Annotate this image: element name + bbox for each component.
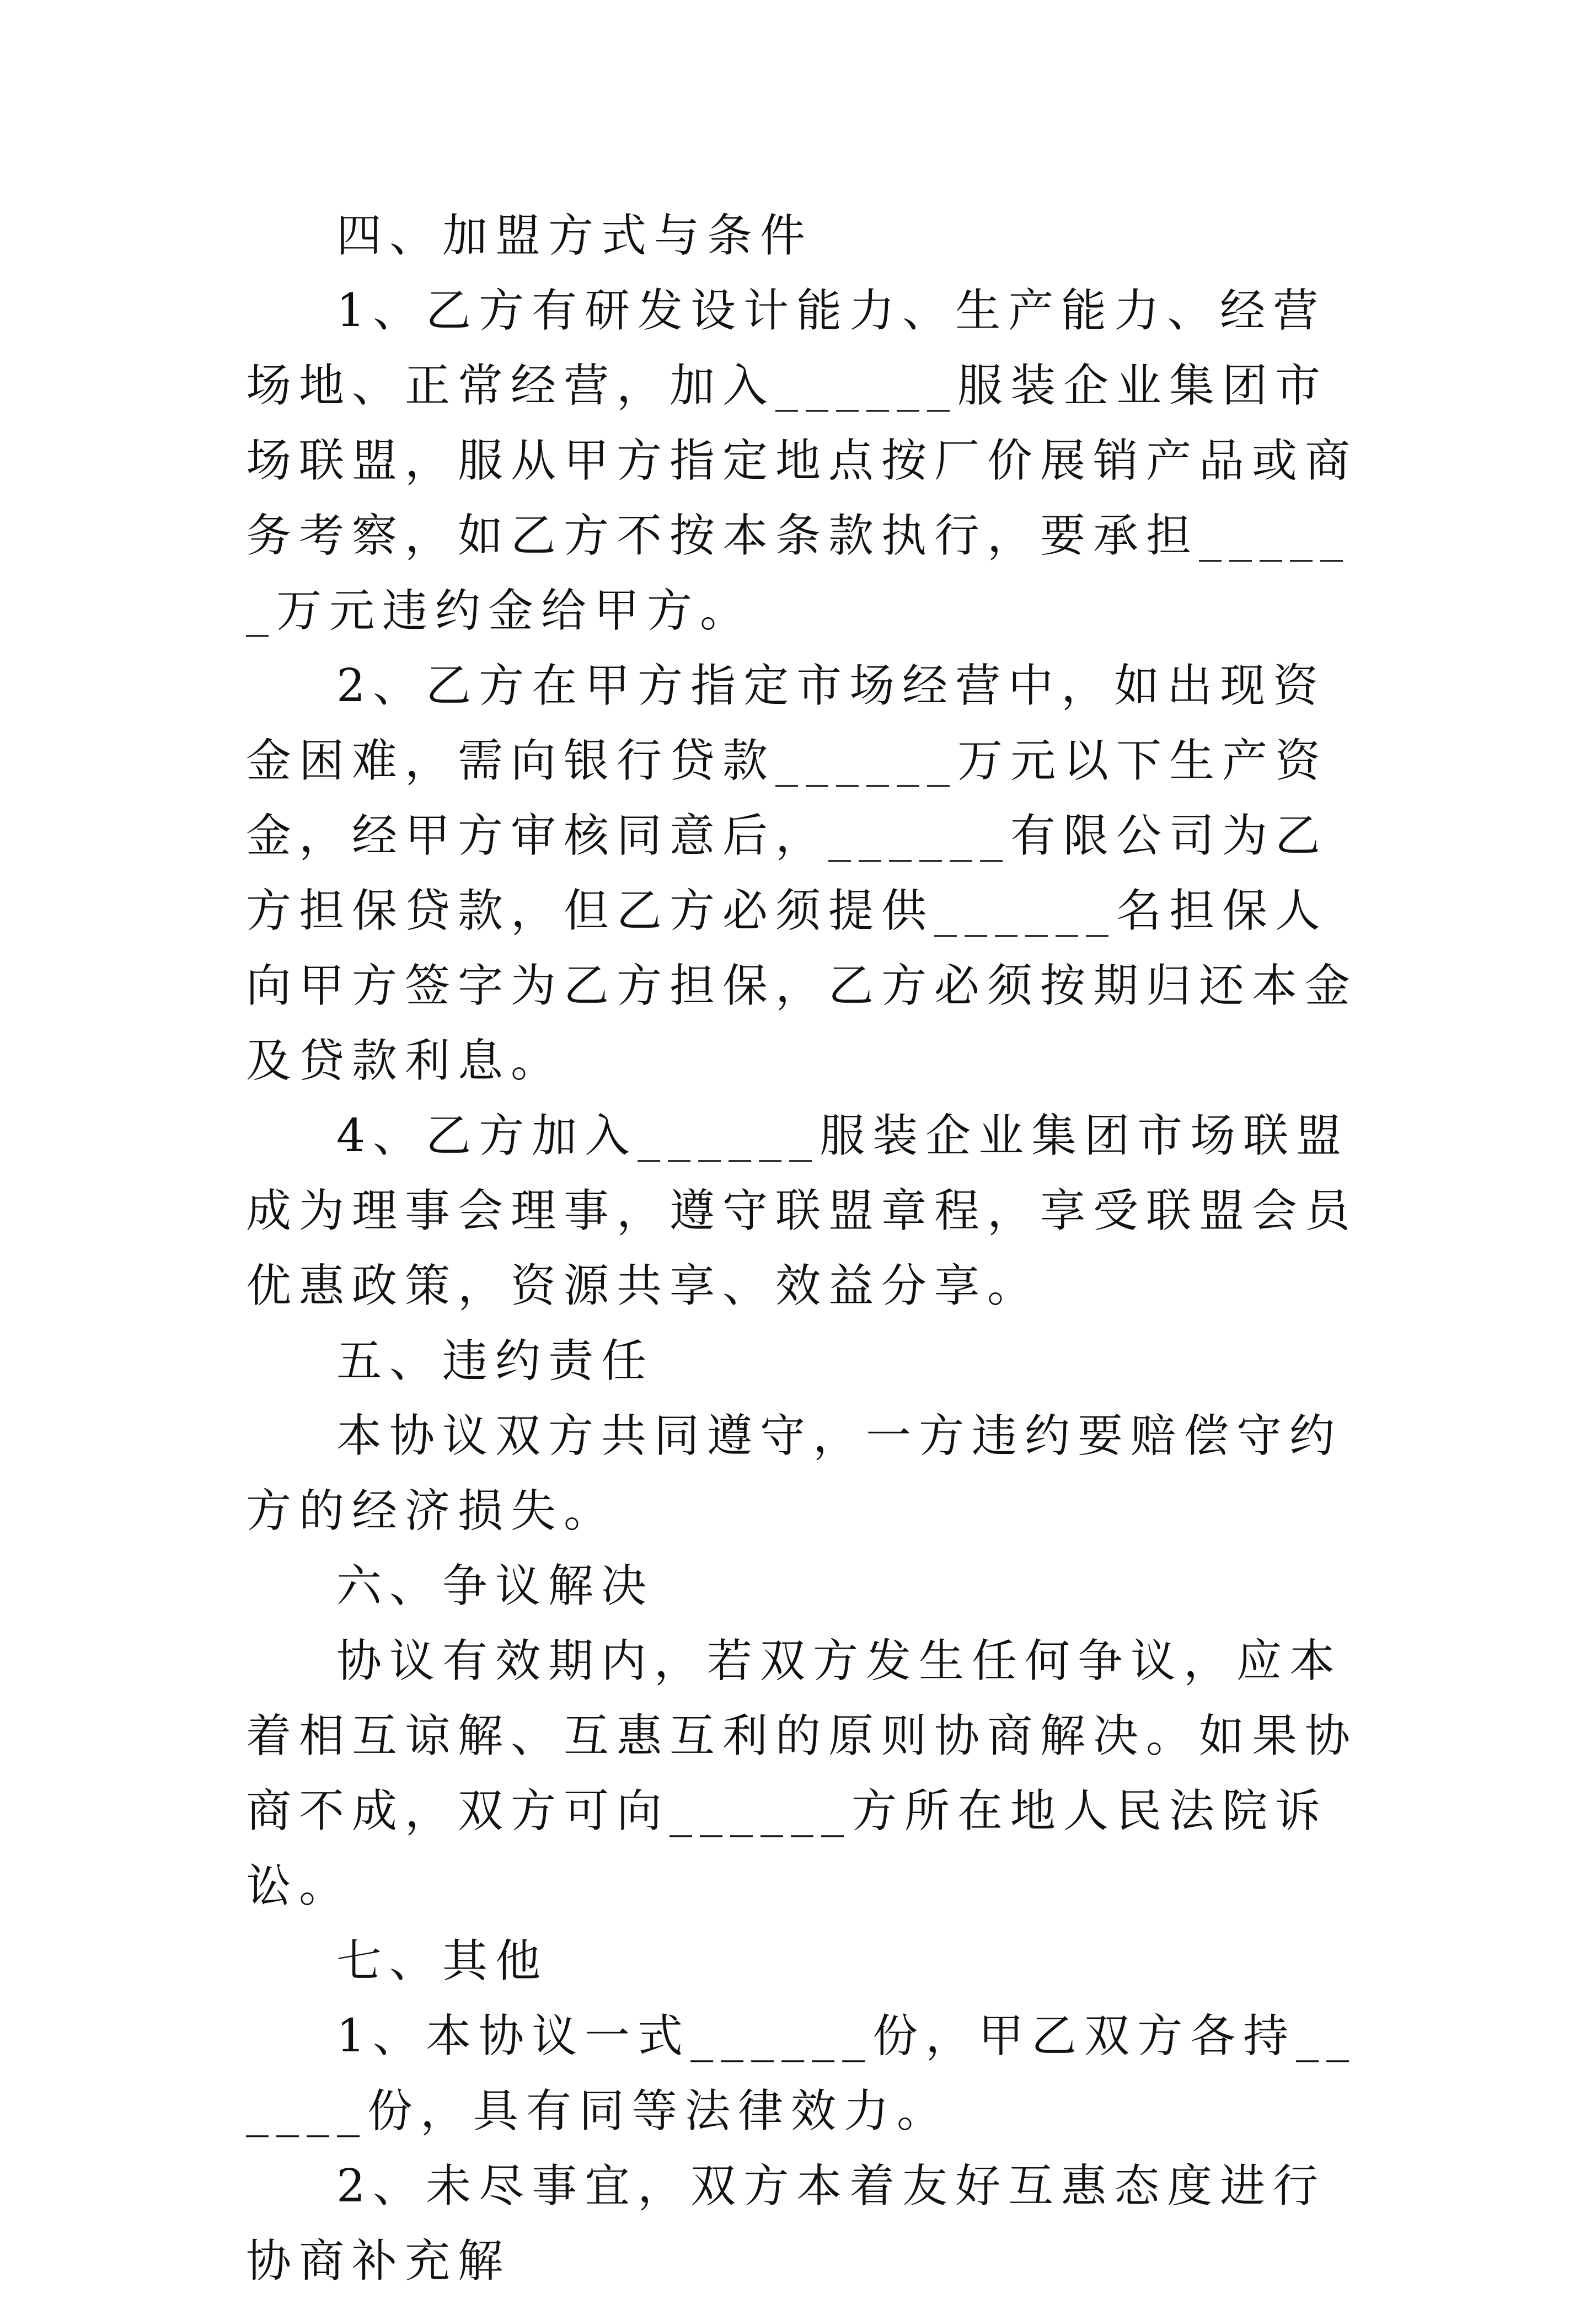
section-heading-liability: 五、违约责任 — [336, 1335, 655, 1387]
clause-paragraph: 2、乙方在甲方指定市场经营中，如出现资金困难，需向银行贷款______万元以下生产资金，经甲方审核同意后，______有限公司为乙方担保贷款，但乙方必须提供______名担保人向甲方签字为乙方担保，乙方必须按期归还本金及贷款利息。 — [246, 660, 1358, 1087]
section-heading-other: 七、其他 — [336, 1935, 549, 1987]
document-body — [246, 199, 1360, 2299]
clause-paragraph: 1、乙方有研发设计能力、生产能力、经营场地、正常经营，加入______服装企业集团市场联盟，服从甲方指定地点按厂价展销产品或商务考察，如乙方不按本条款执行，要承担______万元违约金给甲方。 — [246, 285, 1358, 637]
clause-paragraph: 1、本协议一式______份，甲乙双方各持______份，具有同等法律效力。 — [246, 2010, 1357, 2137]
clause-paragraph: 2、未尽事宜，双方本着友好互惠态度进行协商补充解 — [246, 2160, 1326, 2287]
section-heading-franchise-terms: 四、加盟方式与条件 — [336, 210, 813, 262]
clause-paragraph: 4、乙方加入______服装企业集团市场联盟成为理事会理事，遵守联盟章程，享受联盟会员优惠政策，资源共享、效益分享。 — [246, 1110, 1358, 1312]
clause-paragraph: 本协议双方共同遵守，一方违约要赔偿守约方的经济损失。 — [246, 1410, 1343, 1537]
section-heading-dispute: 六、争议解决 — [336, 1560, 655, 1612]
clause-paragraph: 协议有效期内，若双方发生任何争议，应本着相互谅解、互惠互利的原则协商解决。如果协商不成，双方可向______方所在地人民法院诉讼。 — [246, 1635, 1358, 1912]
